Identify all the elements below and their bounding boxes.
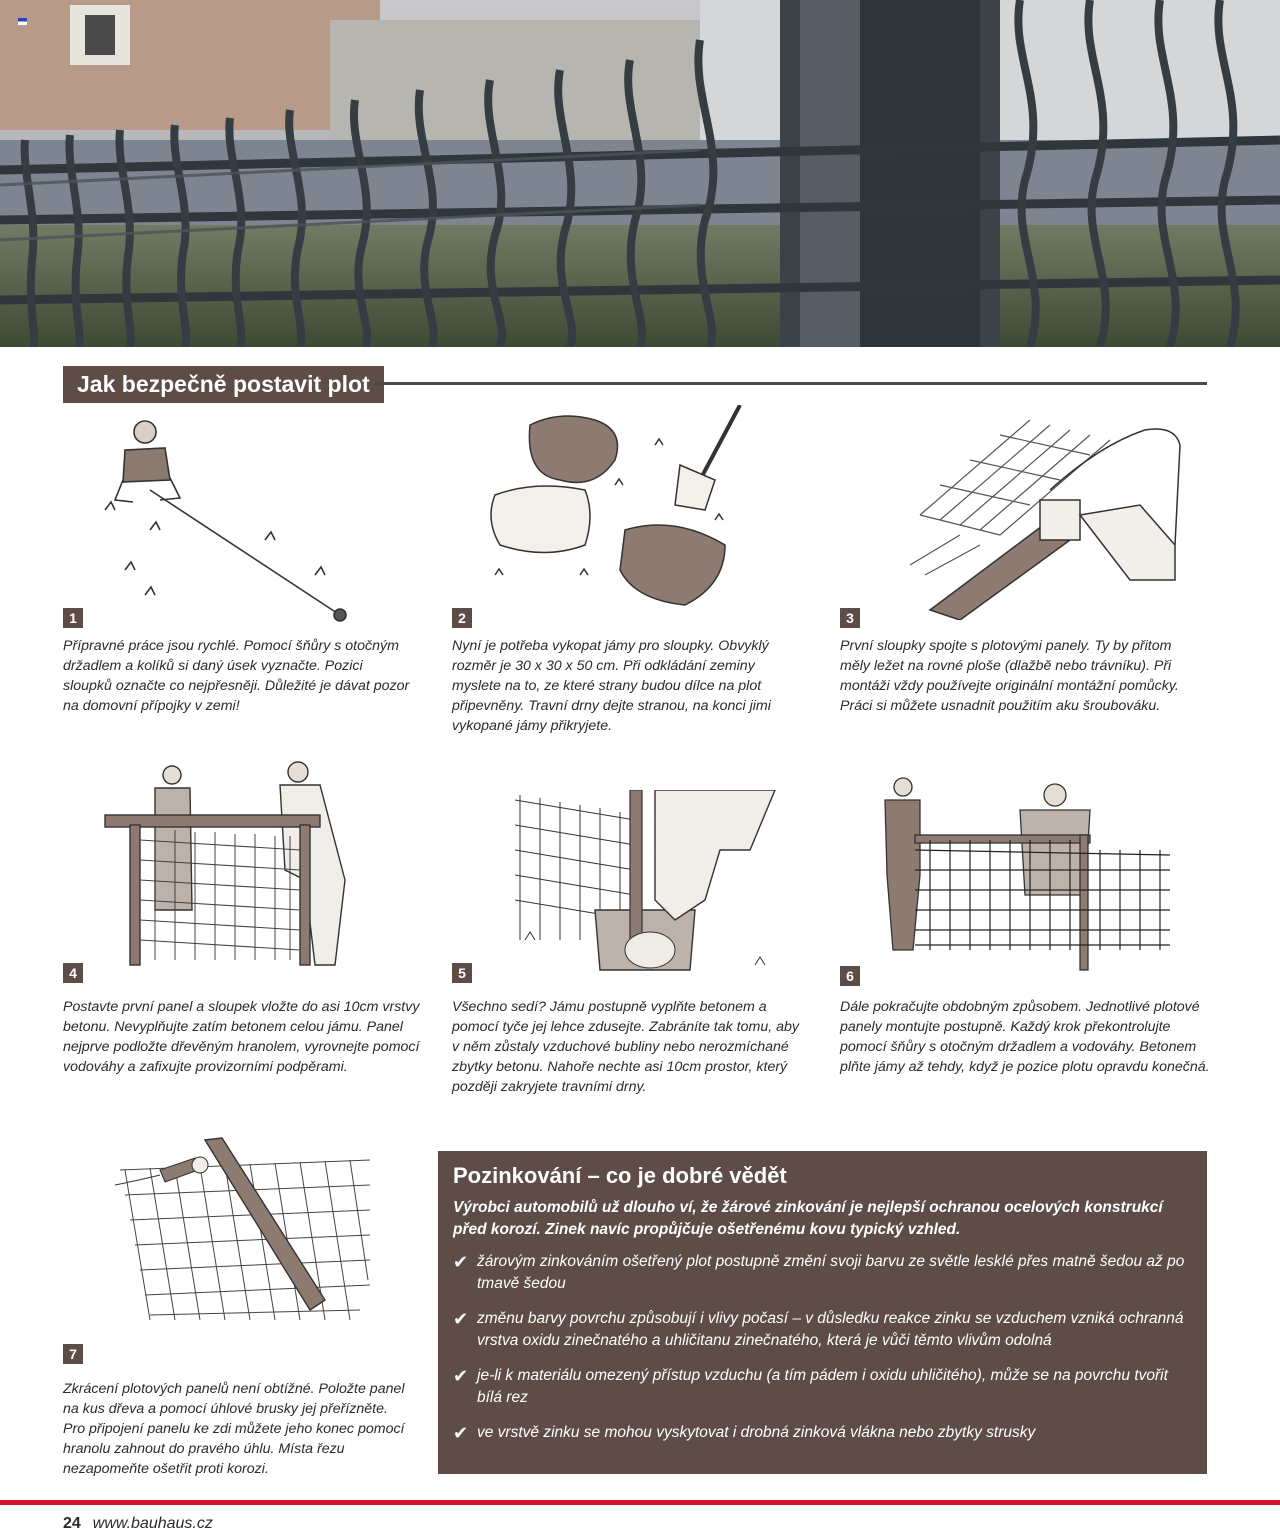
section-heading: Jak bezpečně postavit plot	[63, 366, 384, 403]
step-2-number: 2	[452, 608, 472, 628]
page-number: 24	[63, 1515, 81, 1532]
step-6-illustration	[875, 775, 1175, 975]
check-icon: ✔	[453, 1252, 469, 1272]
step-3-illustration	[900, 405, 1190, 620]
step-3-caption: První sloupky spojte s plotovými panely. Ty by přitom měly ležet na rovné ploše (dlažbě nebo trávníku). Při montáži vždy používejte originální montážní pomůcky. Práci si můžete usnadnit použitím aku šroubováku.	[840, 638, 1179, 714]
step-2-caption: Nyní je potřeba vykopat jámy pro sloupky. Obvyklý rozměr je 30 x 30 x 50 cm. Při odkládání zeminy myslete na to, ze které strany budou dílce na plot připevněny. Travní drny dejte stranou, na konci jimi vykopané jámy přikryjete.	[452, 638, 771, 734]
step-6-number: 6	[840, 966, 860, 986]
step-7-caption: Zkrácení plotových panelů není obtížné. Položte panel na kus dřeva a pomocí úhlové brusky jej přeřízněte. Pro připojení panelu ke zdi můžete jeho konec pomocí hranolu zahnout do pravého úhlu. Místa řezu nezapomeňte ošetřit proti korozi.	[63, 1381, 405, 1477]
step-4-caption: Postavte první panel a sloupek vložte do asi 10cm vrstvy betonu. Nevyplňujte zatím betonem celou jámu. Panel nejprve podložte dřevěným hranolem, vyrovnejte pomocí vodováhy a zafixujte provizorními podpěrami.	[63, 999, 420, 1075]
step-6-caption: Dále pokračujte obdobným způsobem. Jednotlivé plotové panely montujte postupně. Každý krok překontrolujte pomocí šňůry s otočným držadlem a vodováhy. Betonem plňte jámy až tehdy, když je pozice plotu opravdu konečná.	[840, 999, 1210, 1075]
info-lead: Výrobci automobilů už dlouho ví, že žárové zinkování je nejlepší ochranou ocelových konstrukcí před korozí. Zinek navíc propůjčuje ošetřenému kovu typický vzhled.	[453, 1199, 1163, 1238]
step-4-number: 4	[63, 963, 83, 983]
website-link[interactable]: www.bauhaus.cz	[92, 1515, 213, 1532]
step-1-number: 1	[63, 608, 83, 628]
info-bullet-text: změnu barvy povrchu způsobují i vlivy počasí – v důsledku reakce zinku se vzduchem vzniká ochranná vrstva oxidu zinečnatého a uhličitanu zinečnatého, která je vůči těmto vlivům odolná	[477, 1310, 1184, 1349]
info-bullet-text: je-li k materiálu omezený přístup vzduchu (a tím pádem i oxidu uhličitého), může se na povrchu tvořit bílá rez	[477, 1367, 1168, 1406]
step-7-illustration	[110, 1130, 375, 1330]
step-4-illustration	[100, 760, 360, 975]
check-icon: ✔	[453, 1366, 469, 1386]
footer	[63, 1515, 213, 1533]
step-1-illustration	[95, 410, 365, 630]
step-7-number: 7	[63, 1344, 83, 1364]
footer-rule	[0, 1500, 1280, 1505]
step-3-number: 3	[840, 608, 860, 628]
step-5-illustration	[515, 790, 780, 980]
info-bullet	[453, 1365, 1192, 1409]
step-1-caption: Přípravné práce jsou rychlé. Pomocí šňůry s otočným držadlem a kolíků si daný úsek vyznačte. Pozici sloupků označte co nejpřesněji. Důležité je dávat pozor na domovní přípojky v zemi!	[63, 638, 410, 714]
step-5-caption: Všechno sedí? Jámu postupně vyplňte betonem a pomocí tyče jej lehce zdusejte. Zabráníte tak tomu, aby v něm zůstaly vzduchové bubliny nebo nerozmíchané zbytky betonu. Nahoře nechte asi 10cm prostor, který později zakryjete travními drny.	[452, 999, 799, 1095]
step-5-number: 5	[452, 963, 472, 983]
hero-fence-photo	[0, 0, 1280, 347]
check-icon: ✔	[453, 1309, 469, 1329]
info-bullet	[453, 1308, 1192, 1352]
check-icon: ✔	[453, 1423, 469, 1443]
galvanizing-info-box	[438, 1151, 1207, 1474]
info-bullet-text: ve vrstvě zinku se mohou vyskytovat i drobná zinková vlákna nebo zbytky strusky	[477, 1424, 1036, 1441]
info-bullet	[453, 1251, 1192, 1295]
heading-rule	[375, 382, 1207, 385]
info-bullet-text: žárovým zinkováním ošetřený plot postupně změní svoji barvu ze světle lesklé přes matně šedou až po tmavě šedou	[477, 1253, 1185, 1292]
info-bullet	[453, 1422, 1192, 1444]
flag-icon	[18, 18, 27, 25]
step-2-illustration	[485, 405, 755, 615]
info-bullet-list	[453, 1251, 1192, 1444]
info-title: Pozinkování – co je dobré vědět	[453, 1163, 787, 1188]
